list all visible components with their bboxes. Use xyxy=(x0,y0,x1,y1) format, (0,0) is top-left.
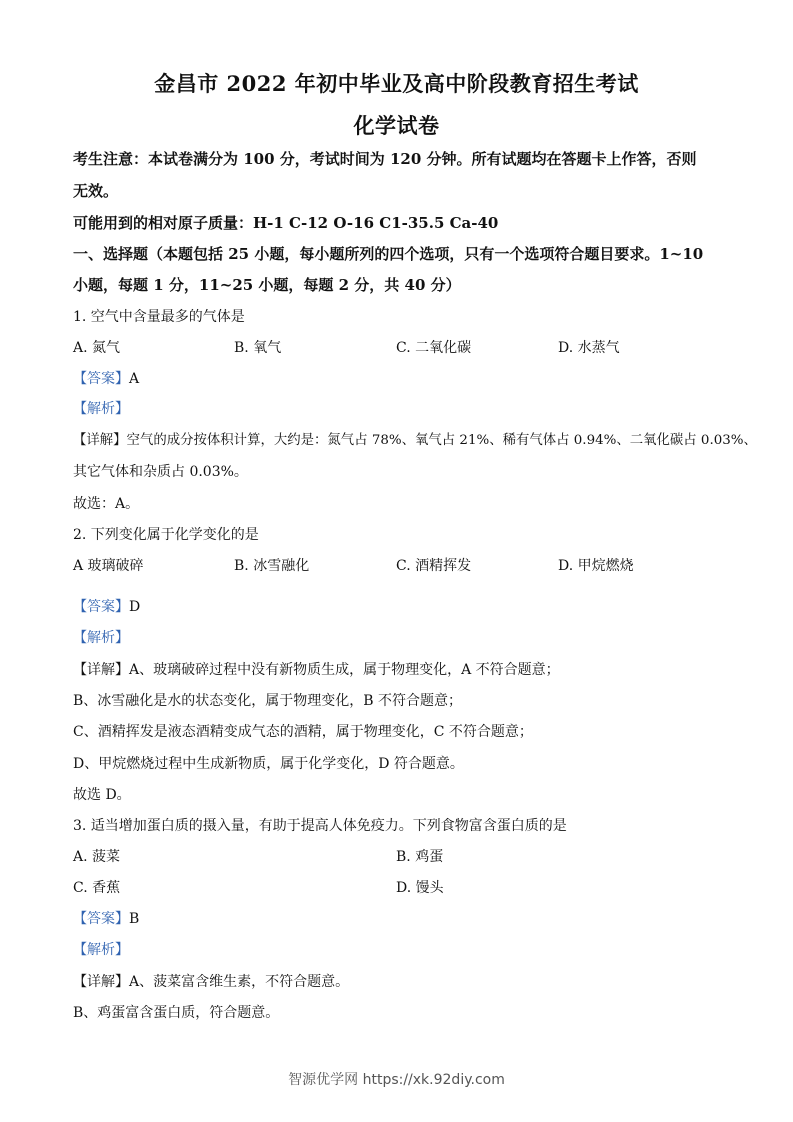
answer-value: D xyxy=(129,599,141,615)
q1-option-b: B. 氧气 xyxy=(234,340,282,356)
q1-option-c: C. 二氧化碳 xyxy=(396,340,472,356)
q2-answer xyxy=(73,597,733,617)
section-heading-line-2: 小题，每题 1 分，11~25 小题，每题 2 分，共 40 分） xyxy=(73,276,461,294)
q2-detail-1: 【详解】A、玻璃破碎过程中没有新物质生成，属于物理变化，A 不符合题意； xyxy=(73,662,560,678)
q3-option-b: B. 鸡蛋 xyxy=(396,849,444,865)
exam-title: 金昌市 2022 年初中毕业及高中阶段教育招生考试 xyxy=(154,71,639,96)
q2-detail-4: D、甲烷燃烧过程中生成新物质，属于化学变化，D 符合题意。 xyxy=(73,756,464,772)
q1-analysis-label: 【解析】 xyxy=(73,401,129,417)
q1-answer xyxy=(73,369,733,389)
answer-value: A xyxy=(129,371,140,387)
q1-stem: 1. 空气中含量最多的气体是 xyxy=(73,309,245,325)
q3-detail-1: 【详解】A、菠菜富含维生素，不符合题意。 xyxy=(73,974,350,990)
q2-option-b: B. 冰雪融化 xyxy=(234,558,310,574)
q2-detail-3: C、酒精挥发是液态酒精变成气态的酒精，属于物理变化，C 不符合题意； xyxy=(73,724,533,740)
q2-conclusion: 故选 D。 xyxy=(73,787,131,803)
q3-option-c: C. 香蕉 xyxy=(73,880,121,896)
exam-subtitle: 化学试卷 xyxy=(353,113,440,138)
section-heading-line-1: 一、选择题（本题包括 25 小题，每小题所列的四个选项，只有一个选项符合题目要求。1~10 xyxy=(73,245,704,263)
q1-detail-1: 【详解】空气的成分按体积计算，大约是：氮气占 78%、氧气占 21%、稀有气体占 0.94%、二氧化碳占 0.03%、 xyxy=(73,433,757,448)
q1-option-d: D. 水蒸气 xyxy=(558,340,620,356)
answer-label: 【答案】 xyxy=(73,911,129,927)
q1-option-a: A. 氮气 xyxy=(73,340,121,356)
q2-detail-2: B、冰雪融化是水的状态变化，属于物理变化，B 不符合题意； xyxy=(73,693,463,709)
q2-option-a: A 玻璃破碎 xyxy=(73,558,144,574)
notice-line-1: 考生注意：本试卷满分为 100 分，考试时间为 120 分钟。所有试题均在答题卡上作答，否则 xyxy=(73,150,697,168)
q2-option-c: C. 酒精挥发 xyxy=(396,558,472,574)
q2-option-d: D. 甲烷燃烧 xyxy=(558,558,634,574)
q2-analysis-label: 【解析】 xyxy=(73,630,129,646)
notice-line-2: 无效。 xyxy=(73,182,119,200)
q3-option-a: A. 菠菜 xyxy=(73,849,121,865)
q3-detail-2: B、鸡蛋富含蛋白质，符合题意。 xyxy=(73,1005,280,1021)
q2-stem: 2. 下列变化属于化学变化的是 xyxy=(73,527,259,543)
q3-answer xyxy=(73,909,733,929)
answer-label: 【答案】 xyxy=(73,371,129,387)
answer-label: 【答案】 xyxy=(73,599,129,615)
footer-watermark: 智源优学网 https://xk.92diy.com xyxy=(288,1072,505,1088)
atomic-mass-line: 可能用到的相对原子质量：H-1 C-12 O-16 C1-35.5 Ca-40 xyxy=(73,214,499,232)
q3-stem: 3. 适当增加蛋白质的摄入量，有助于提高人体免疫力。下列食物富含蛋白质的是 xyxy=(73,818,567,834)
q1-detail-2: 其它气体和杂质占 0.03%。 xyxy=(73,464,248,480)
q3-analysis-label: 【解析】 xyxy=(73,942,129,958)
q3-option-d: D. 馒头 xyxy=(396,880,444,896)
answer-value: B xyxy=(129,911,140,927)
q1-conclusion: 故选：A。 xyxy=(73,496,140,512)
